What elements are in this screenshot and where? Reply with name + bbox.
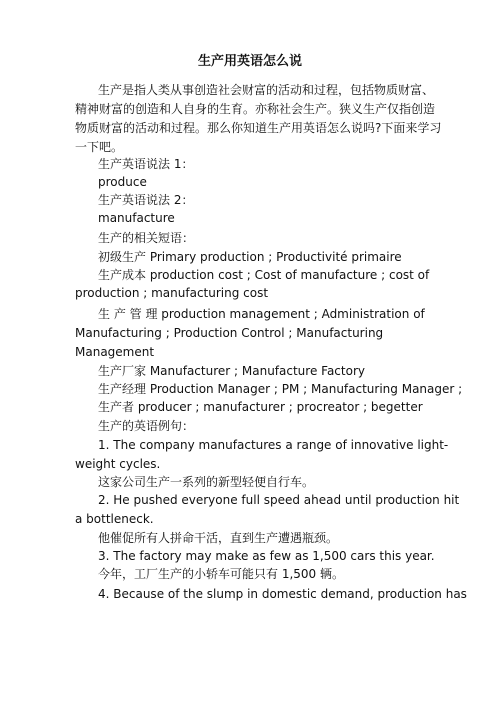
phrase-producer: 生产者 producer ; manufacturer ; procreator ; begetter [98,400,423,414]
method1-value: produce [98,175,147,189]
phrase-manufacturer: 生产厂家 Manufacturer ; Manufacture Factory [98,364,365,378]
intro-line-3: 物质财富的活动和过程。那么你知道生产用英语怎么说吗?下面来学习 [75,121,442,135]
method2-label: 生产英语说法 2： [98,193,194,207]
example-2-en-line-1: 2. He pushed everyone full speed ahead until production hit [98,493,460,507]
phrase-cost-line-2: production ; manufacturing cost [75,286,269,300]
example-3-en: 3. The factory may make as few as 1,500 cars this year. [98,549,435,563]
example-1-en-line-1: 1. The company manufactures a range of innovative light- [98,438,449,452]
intro-line-4: 一下吧。 [75,140,124,154]
phrase-mgmt-line-1: 生 产 管 理 production management ; Administration of [98,307,425,321]
phrase-primary: 初级生产 Primary production ; Productivité primaire [98,250,402,264]
example-1-zh: 这家公司生产一系列的新型轻便自行车。 [98,475,315,489]
method1-label: 生产英语说法 1： [98,157,194,171]
phrases-heading: 生产的相关短语： [98,231,195,245]
phrase-mgmt-line-3: Management [75,345,155,359]
phrase-manager: 生产经理 Production Manager ; PM ; Manufacturing Manager ; [98,382,463,396]
phrase-cost-line-1: 生产成本 production cost ; Cost of manufacture ; cost of [98,268,430,282]
method2-value: manufacture [98,211,175,225]
intro-line-2: 精神财富的创造和人自身的生育。亦称社会生产。狭义生产仅指创造 [75,102,436,116]
example-3-zh: 今年，工厂生产的小轿车可能只有 1,500 辆。 [98,567,344,581]
document-title: 生产用英语怎么说 [197,54,302,69]
example-2-zh: 他催促所有人拼命干活，直到生产遭遇瓶颈。 [98,531,339,545]
example-4-en-line-1: 4. Because of the slump in domestic demand, production has [98,587,467,601]
example-1-en-line-2: weight cycles. [75,457,161,471]
examples-heading: 生产的英语例句： [98,419,195,433]
intro-line-1: 生产是指人类从事创造社会财富的活动和过程，包括物质财富、 [98,83,435,97]
example-2-en-line-2: a bottleneck. [75,512,154,526]
phrase-mgmt-line-2: Manufacturing ; Production Control ; Manufacturing [75,326,384,340]
